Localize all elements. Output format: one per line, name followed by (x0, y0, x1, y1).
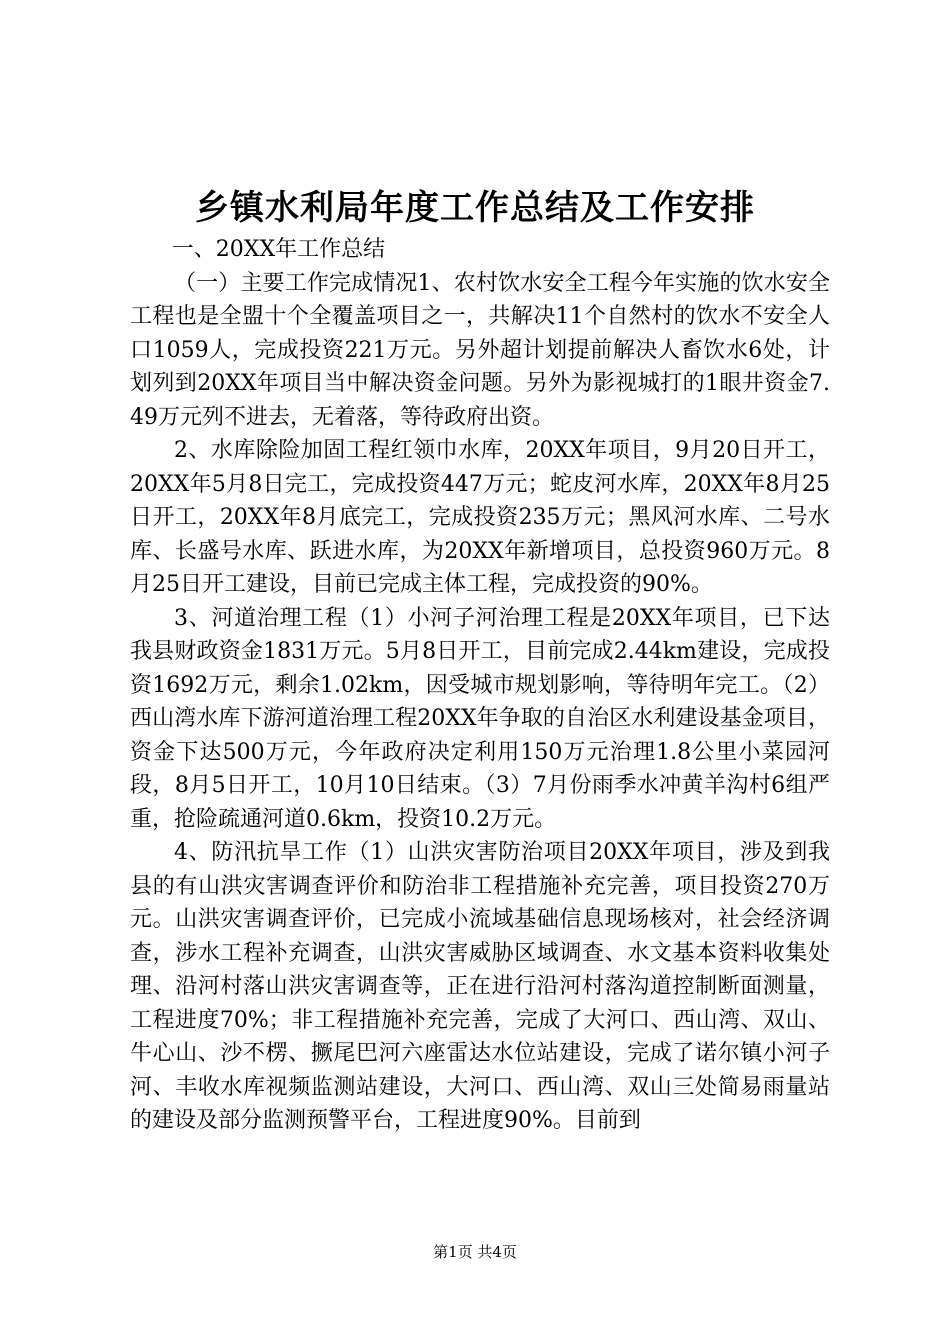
paragraph-drinking-water: （一）主要工作完成情况1、农村饮水安全工程今年实施的饮水安全工程也是全盟十个全覆盖项目之一，共解决11个自然村的饮水不安全人口1059人，完成投资221万元。另外超计划提前解决人畜饮水6处，计划列到20XX年项目当中解决资金问题。另外为影视城打的1眼井资金7.49万元列不进去，无着落，等待政府出资。 (130, 270, 830, 430)
document-title: 乡镇水利局年度工作总结及工作安排 (195, 188, 755, 228)
paragraph-river-regulation: 3、河道治理工程（1）小河子河治理工程是20XX年项目，已下达我县财政资金1831万元。5月8日开工，目前完成2.44km建设，完成投资1692万元，剩余1.02km，因受城市规划影响，等待明年完工。（2）西山湾水库下游河道治理工程20XX年争取的自治区水利建设基金项目，资金下达500万元，今年政府决定利用150万元治理1.8公里小菜园河段，8月5日开工，10月10日结束。（3）7月份雨季水冲黄羊沟村6组严重，抢险疏通河道0.6km，投资10.2万元。 (130, 605, 830, 832)
paragraph-flood-control: 4、防汛抗旱工作（1）山洪灾害防治项目20XX年项目，涉及到我县的有山洪灾害调查评价和防治非工程措施补充完善，项目投资270万元。山洪灾害调查评价，已完成小流域基础信息现场核对，社会经济调查，涉水工程补充调查，山洪灾害威胁区域调查、水文基本资料收集处理、沿河村落山洪灾害调查等，正在进行沿河村落沟道控制断面测量，工程进度70%；非工程措施补充完善，完成了大河口、西山湾、双山、牛心山、沙不楞、撅尾巴河六座雷达水位站建设，完成了诺尔镇小河子河、丰收水库视频监测站建设，大河口、西山湾、双山三处简易雨量站的建设及部分监测预警平台，工程进度90%。目前到 (130, 840, 830, 1133)
document-body (130, 233, 830, 1138)
paragraph-reservoir: 2、水库除险加固工程红领巾水库，20XX年项目，9月20日开工，20XX年5月8日完工，完成投资447万元；蛇皮河水库，20XX年8月25日开工，20XX年8月底完工，完成投资235万元；黑风河水库、二号水库、长盛号水库、跃进水库，为20XX年新增项目，总投资960万元。8月25日开工建设，目前已完成主体工程，完成投资的90%。 (130, 438, 830, 597)
page-footer: 第1页 共4页 (433, 1243, 517, 1261)
section-heading: 一、20XX年工作总结 (171, 237, 386, 262)
